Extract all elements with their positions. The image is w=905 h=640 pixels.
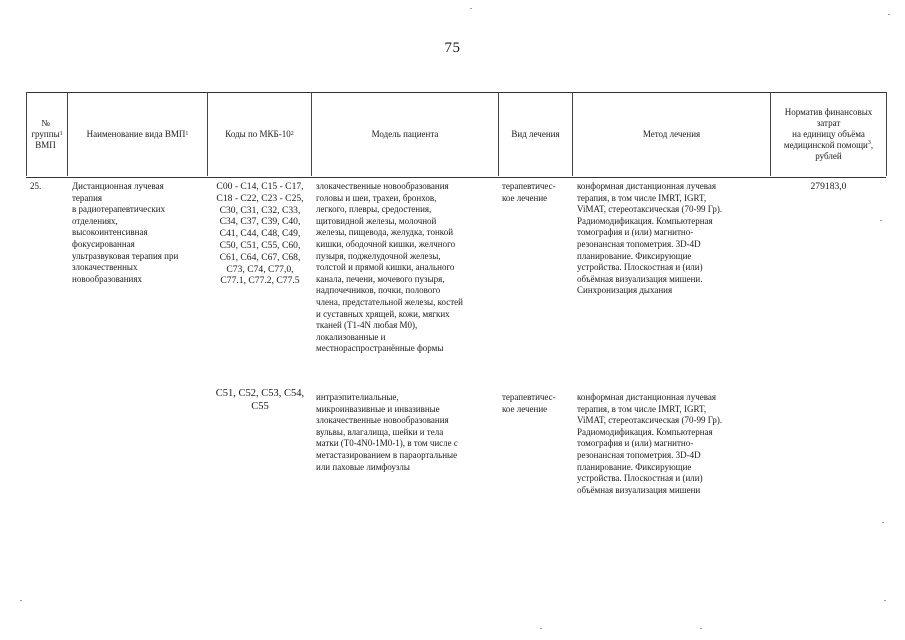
header-icd-codes: Коды по МКБ-10 2 bbox=[225, 128, 294, 139]
header-patient-model: Модель пациента bbox=[371, 128, 439, 139]
scan-speck bbox=[700, 628, 702, 629]
row-treatment-method: конформная дистанционная лучевая терапия, в том числе IMRT, IGRT, ViMAT, стереотаксическая (70-99 Гр). Радиомодификация. Компьютерная томография и (или) магнитно- резонансная топометрия. 3D-4D планирование. Фиксирующие устройства. Плоскостная и (или) объёмная визуализация мишени bbox=[577, 392, 723, 495]
header-treatment-method: Метод лечения bbox=[642, 128, 701, 139]
header-treatment-type: Вид лечения bbox=[511, 128, 560, 139]
scan-speck bbox=[540, 628, 542, 629]
scan-speck bbox=[470, 8, 472, 9]
row-treatment-method: конформная дистанционная лучевая терапия, в том числе IMRT, IGRT, ViMAT, стереотаксическая (70-99 Гр). Радиомодификация. Компьютерная томография и (или) магнитно- резонансная топометрия. 3D-4D планирование. Фиксирующие устройства. Плоскостная и (или) объёмная визуализация мишени. Синхронизация дыхания bbox=[577, 181, 723, 296]
row-patient-model: интраэпителиальные, микроинвазивные и инвазивные злокачественные новообразования вульвы, влагалища, шейки и тела матки (T0-4N0-1M0-1), в том числе с метастазированием в параортальные или паховые лимфоузлы bbox=[316, 392, 458, 472]
header-vmp-name: Наименование вида ВМП 1 bbox=[86, 128, 189, 139]
row-icd-codes: C51, C52, C53, C54, C55 bbox=[215, 388, 305, 412]
row-icd-codes: C00 - C14, C15 - C17, C18 - C22, C23 - C25, C30, C31, C32, C33, C34, C37, C39, C40, C41, C44, C48, C49, C50, C51, C55, C60, C61, C64, C67, C68, C73, C74, C77,0, C77.1, C77.2, C77.5 bbox=[216, 181, 304, 287]
column-divider bbox=[886, 92, 887, 176]
scan-speck bbox=[882, 522, 884, 523]
header-financial-norm: Норматив финансовых затрат на единицу объёма медицинской помощи$^3$, рублей bbox=[783, 106, 874, 161]
scan-speck bbox=[20, 600, 22, 601]
row-patient-model: злокачественные новообразования головы и шеи, трахеи, бронхов, легкого, плевры, средостения, щитовидной железы, молочной железы, пищевода, желудка, тонкой кишки, ободочной кишки, желчного пузыря, поджелудочной железы, толстой и прямой кишки, анального канала, печени, мочевого пузыря, надпочечников, почки, полового члена, предстательной железы, костей и суставных хрящей, кожи, мягких тканей (T1-4N любая M0), локализованные и местнораспространённые формы bbox=[316, 181, 463, 354]
row-treatment-type: терапевтичес- кое лечение bbox=[502, 181, 556, 203]
scan-speck bbox=[884, 600, 886, 601]
header-group-number: № группы ВМП 1 bbox=[31, 117, 63, 150]
page-number: 75 bbox=[444, 40, 461, 56]
scan-speck bbox=[888, 14, 890, 15]
row-treatment-type: терапевтичес- кое лечение bbox=[502, 392, 556, 414]
scan-speck bbox=[880, 220, 882, 221]
row-group-number: 25. bbox=[30, 181, 42, 191]
row-financial-norm: 279183,0 bbox=[810, 181, 847, 192]
row-vmp-name: Дистанционная лучевая терапия в радиотерапевтических отделениях, высокоинтенсивная фокусированная ультразвуковая терапия при злокачественных новообразованиях bbox=[72, 181, 179, 284]
